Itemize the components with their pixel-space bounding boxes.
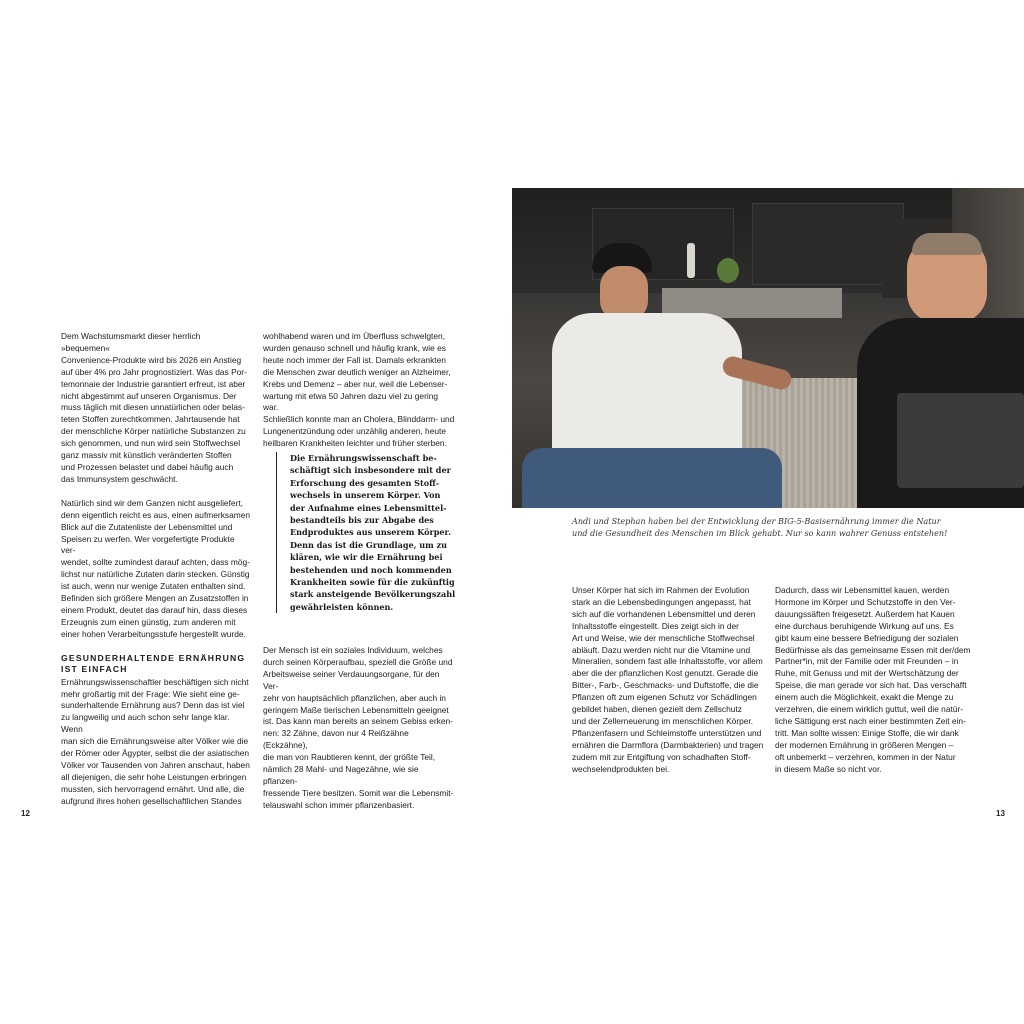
photo-caption: Andi und Stephan haben bei der Entwicklung der BIG-5-Basisernährung immer die Natur und die Gesundheit des Menschen im Blick gehabt. Nur so kann wahrer Genuss entstehen! (572, 516, 948, 539)
paragraph: wohlhabend waren und im Überfluss schwelgten, wurden genauso schnell und häufig krank, wie es heute noch immer der Fall ist. Damals erkrankten die Menschen zwar deutlich weniger an Alzheimer, Krebs und Demenz – aber nur, weil die Lebenser- wartung mit etwa 50 Jahren dazu viel zu gering war. Schließlich konnte man an Cholera, Blinddarm- und Lungenentzündung oder unzählig anderen, heute heilbaren Krankheiten leichter und früher sterben. (263, 331, 455, 449)
paragraph: Dem Wachstumsmarkt dieser herrlich »bequemen« Convenience-Produkte wird bis 2026 ein Anstieg auf über 4% pro Jahr prognostiziert. Was das Por- temonnaie der Industrie garantiert erfreut, ist aber nicht abgestimmt auf unseren Organismus. Der muss täglich mit diesen unnatürlichen oder belas- teten Stoffen zurechtkommen. Jahrtausende hat der menschliche Körper natürliche Substanzen zu sich genommen, und nun wird sein Stoffwechsel ganz massiv mit künstlich veränderten Stoffen und Prozessen belastet und dabei häufig auch das Immunsystem geschwächt. (61, 331, 247, 484)
left-column-2-bottom (263, 645, 455, 812)
section-heading: GESUNDERHALTENDE ERNÄHRUNG IST EINFACH (61, 652, 246, 674)
paragraph: Ernährungswissenschaftler beschäftigen sich nicht mehr großartig mit der Frage: Wie sieht eine ge- sunderhaltende Ernährung aus? Denn das ist viel zu langweilig und auch schon sehr lange klar. Wenn man sich die Ernährungsweise alter Völker wie die der Römer oder Ägypter, selbst die der asiatischen Völker vor Tausenden von Jahren anschaut, haben all diejenigen, die sehr hohe Leistungen erbringen mussten, sich hervorragend ernährt. Und alle, die aufgrund ihres hohen gesellschaftlichen Standes (61, 676, 250, 806)
page-number-left: 12 (21, 809, 30, 818)
paragraph: Unser Körper hat sich im Rahmen der Evolution stark an die Lebensbedingungen angepasst, hat sich auf die vorhandenen Lebensmittel und deren Inhaltsstoffe eingestellt. Dies zeigt sich in der Art und Weise, wie der menschliche Stoffwechsel abläuft. Dazu werden nicht nur die Vitamine und Mineralien, sondern fast alle Inhaltsstoffe, vor allem aber die der pflanzlichen Kost genutzt. Gerade die Bitter-, Farb-, Geschmacks- und Duftstoffe, die die Pflanzen oft zum eigenen Schutz vor Schädlingen gebildet haben, dienen gezielt dem Zellschutz und der Zellerneuerung im menschlichen Körper. Pflanzenfasern und Schleimstoffe unterstützen und ernähren die Darmflora (Darmbakterien) und tragen zudem mit zur Entgiftung von schadhaften Stoff- wechselendprodukten bei. (572, 585, 764, 774)
page-number-right: 13 (996, 809, 1005, 818)
right-column-1 (572, 585, 764, 776)
pull-quote: Die Ernährungswissenschaft be- schäftigt sich insbesondere mit der Erforschung des gesamten Stoff- wechsels in unserem Körper. Von der Aufnahme eines Lebensmittel- bestandteils bis zur Abgabe des Endproduktes aus unserem Körper. Denn das ist die Grundlage, um zu klären, wie wir die Ernährung bei bestehenden und noch kommenden Krankheiten sowie für die zukünftig stark ansteigende Bevölkerungszahl gewährleisten können. (276, 452, 470, 613)
right-column-2 (775, 585, 971, 776)
paragraph: Dadurch, dass wir Lebensmittel kauen, werden Hormone im Körper und Schutzstoffe in den Ver- dauungssäften freigesetzt. Außerdem hat Kauen eine durchaus beruhigende Wirkung auf uns. Es gibt kaum eine bessere Befriedigung der sozialen Bedürfnisse als das gemeinsame Essen mit der/dem Partner*in, mit der Familie oder mit Freunden – in Ruhe, mit Genuss und mit der Wertschätzung der Speise, die man gerade vor sich hat. Das verschafft einem auch die Möglichkeit, exakt die Menge zu verzehren, die einem wirklich guttut, weil die natür- liche Sättigung erst nach einer bestimmten Zeit ein- tritt. Man sollte wissen: Einige Stoffe, die wir dank der modernen Ernährung in größeren Mengen – oft unbemerkt – verzehren, kommen in der Natur in diesem Maße so nicht vor. (775, 585, 971, 774)
paragraph: Natürlich sind wir dem Ganzen nicht ausgeliefert, denn eigentlich reicht es aus, einen aufmerksamen Blick auf die Zutatenliste der Lebensmittel und Speisen zu werfen. Wer vorgefertigte Produkte ver- wendet, sollte zumindest darauf achten, dass mög- lichst nur natürliche Zutaten darin stecken. Günstig ist auch, wenn nur wenige Zutaten enthalten sind. Befinden sich größere Mengen an Zusatzstoffen in einem Produkt, deutet das darauf hin, dass dieses Erzeugnis zum einen günstig, zum anderen mit einer hohen Verarbeitungsstufe hergestellt wurde. (61, 497, 251, 639)
photo-two-men-on-sofa (512, 188, 1024, 508)
left-column-1 (61, 331, 251, 808)
paragraph: Der Mensch ist ein soziales Individuum, welches durch seinen Körperaufbau, speziell die Größe und Arbeitsweise seiner Verdauungsorgane, für den Ver- zehr von hauptsächlich pflanzlichen, aber auch in geringem Maße tierischen Lebensmitteln geeignet ist. Das kann man bereits an seinem Gebiss erken- nen: 32 Zähne, davon nur 4 Reißzähne (Eckzähne), die man von Raubtieren kennt, der größte Teil, nämlich 28 Mahl- und Nagezähne, wie sie pflanzen- fressende Tiere besitzen. Somit war die Lebensmit- telauswahl schon immer pflanzenbasiert. (263, 645, 454, 810)
left-column-2 (263, 331, 455, 450)
